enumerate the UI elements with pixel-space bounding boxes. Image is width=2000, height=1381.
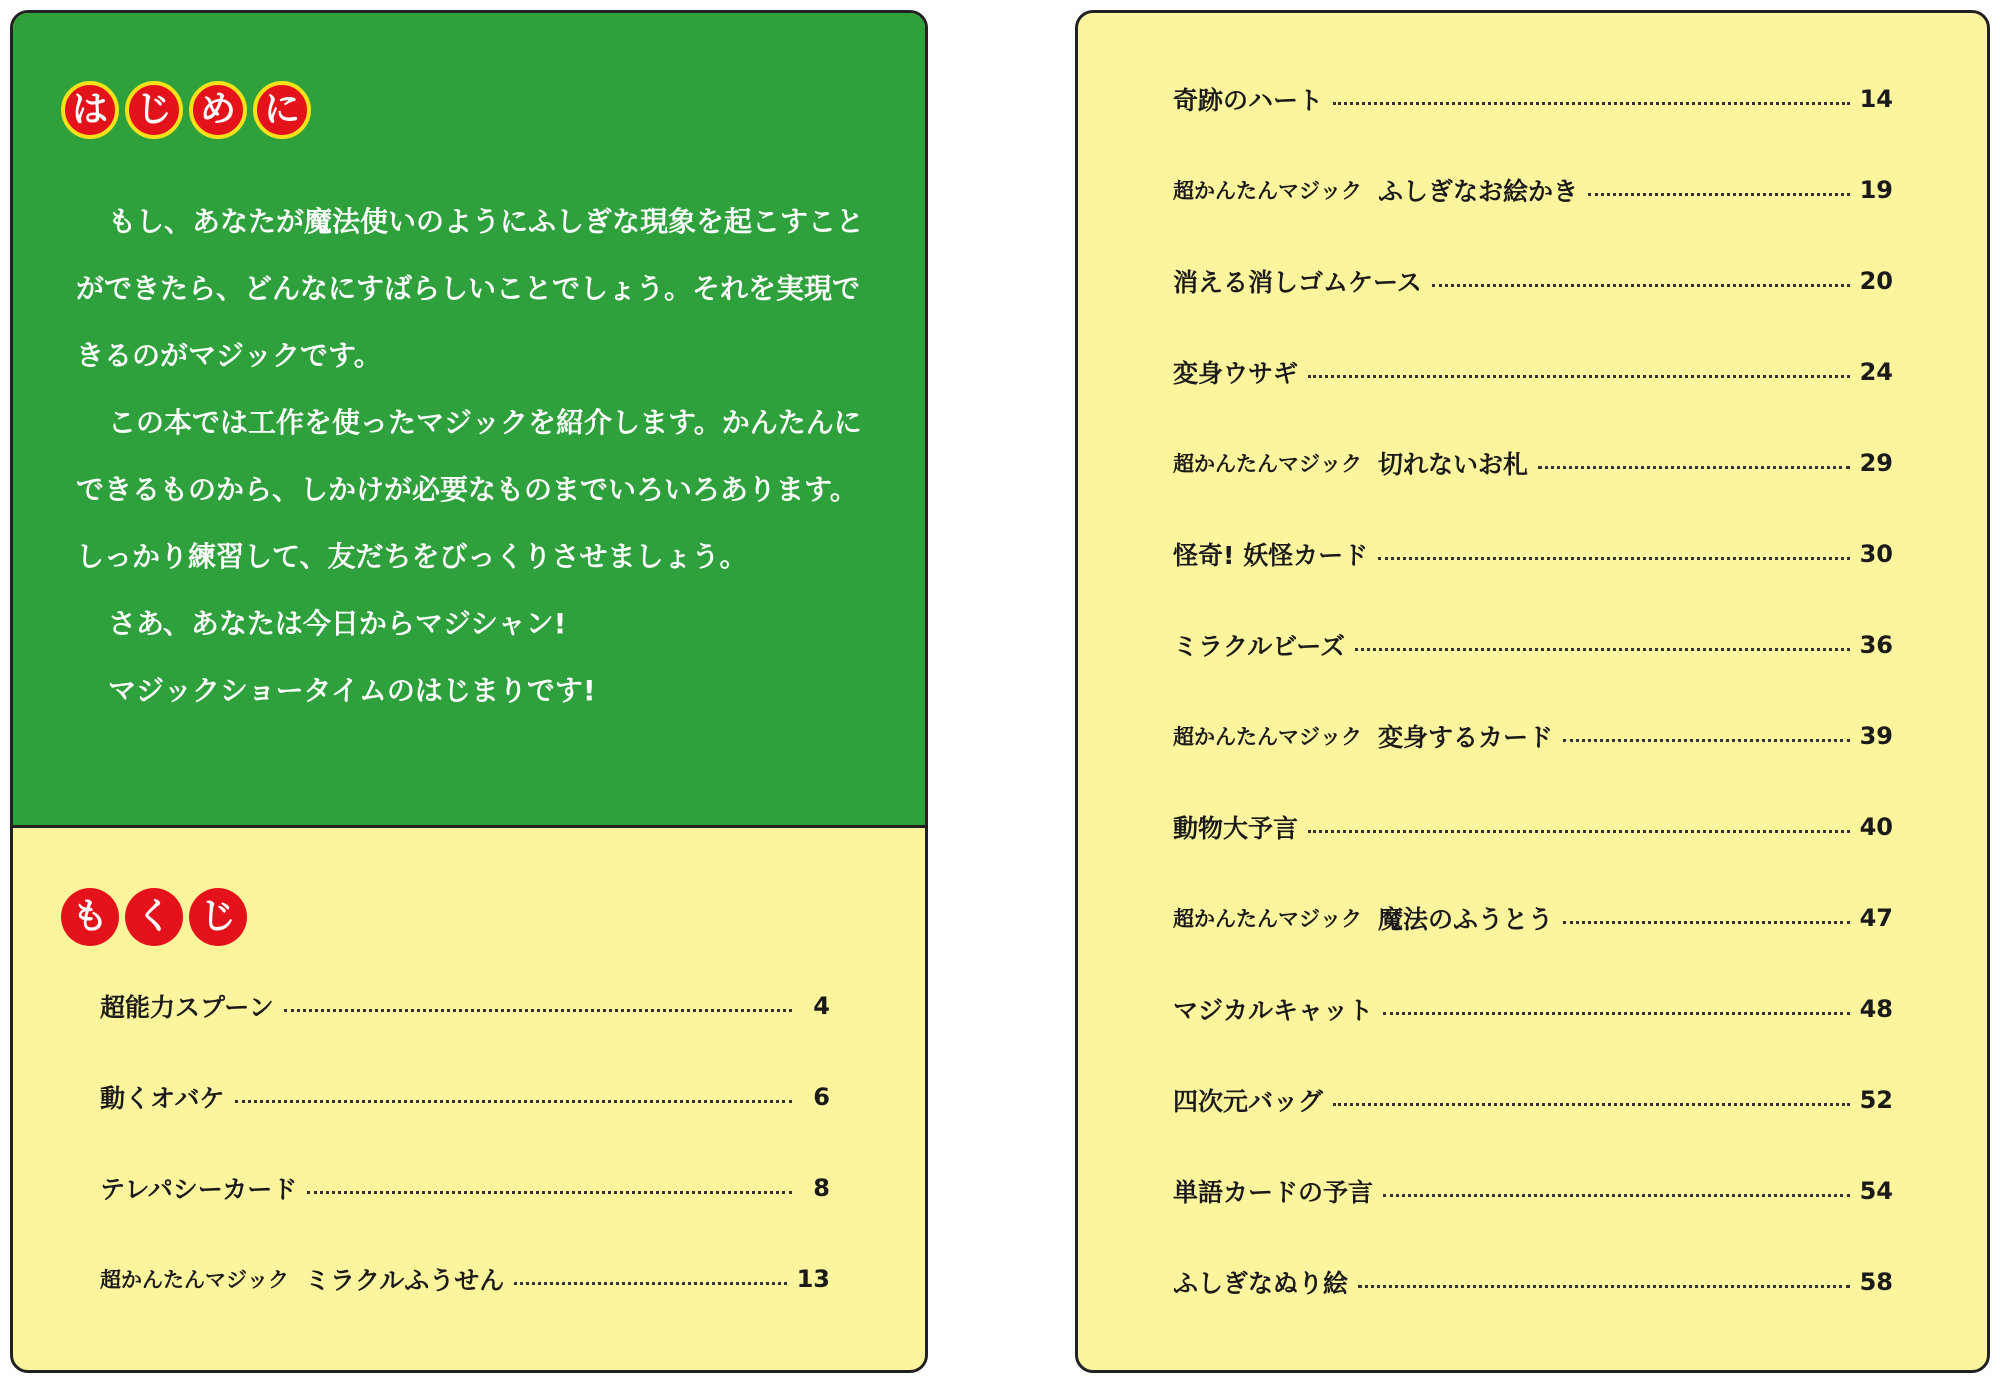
toc-entry-title: 消える消しゴムケース [1173,268,1422,297]
toc-entry-page: 39 [1859,722,1893,750]
toc-dot-leader [1378,557,1849,560]
toc-entry-title: 動物大予言 [1173,814,1299,843]
toc-entry[interactable] [1173,983,1893,1035]
toc-dot-leader [1383,1012,1850,1015]
toc-dot-leader [514,1282,786,1285]
toc-entry-title: 超能力スプーン [100,993,274,1022]
toc-dot-leader [235,1100,792,1103]
toc-entry-page: 52 [1859,1086,1893,1114]
toc-entry-title: ミラクルビーズ [1173,632,1346,661]
intro-line: きるのがマジックです。 [76,339,382,372]
toc-dot-leader [1308,830,1850,833]
toc-entry-page: 30 [1859,540,1893,568]
toc-entry[interactable] [1173,164,1893,216]
toc-entry-title: 四次元バッグ [1173,1087,1324,1116]
toc-dot-leader [307,1191,792,1194]
toc-entry-prefix: 超かんたんマジック [1173,452,1362,476]
toc-entry[interactable] [100,1162,830,1214]
toc-dot-leader [1538,466,1850,469]
toc-entry-title: 単語カードの予言 [1173,1178,1374,1207]
toc-dot-leader [1432,284,1850,287]
toc-entry-page: 8 [813,1174,830,1202]
toc-dot-leader [284,1009,792,1012]
toc-entry[interactable] [100,1071,830,1123]
intro-line: ができたら、どんなにすばらしいことでしょう。それを実現で [76,272,861,305]
intro-heading [61,81,311,139]
intro-line: さあ、あなたは今日からマジシャン! [108,607,567,640]
toc-entry-title: 動くオバケ [100,1084,225,1113]
toc-entry-title: マジカルキャット [1173,996,1374,1025]
toc-dot-leader [1383,1194,1850,1197]
toc-entry-title: 奇跡のハート [1173,86,1324,115]
toc-entry-page: 13 [796,1265,830,1293]
toc-entry-page: 54 [1859,1177,1893,1205]
toc-entry-page: 24 [1859,358,1893,386]
toc-entry-prefix: 超かんたんマジック [100,1268,289,1292]
toc-entry[interactable] [1173,528,1893,580]
toc-entry-title: テレパシーカード [100,1175,298,1204]
toc-entry[interactable] [1173,1074,1893,1126]
toc-entry[interactable] [1173,346,1893,398]
toc-entry[interactable] [100,980,830,1032]
toc-entry[interactable] [1173,437,1893,489]
toc-dot-leader [1333,1103,1850,1106]
intro-section [13,13,925,828]
intro-body [76,188,896,724]
toc-dot-leader [1563,739,1850,742]
toc-entry-page: 47 [1859,904,1893,932]
toc-entry-page: 29 [1859,449,1893,477]
toc-entry-prefix: 超かんたんマジック [1173,179,1362,203]
toc-entry-title: ふしぎなぬり絵 [1173,1269,1349,1298]
toc-dot-leader [1355,648,1850,651]
toc-heading [61,888,247,946]
toc-entry-title: 魔法のふうとう [1378,905,1554,934]
toc-entry[interactable] [100,1253,830,1305]
toc-entry-page: 36 [1859,631,1893,659]
heading-char-badge: め [189,81,247,139]
toc-entry-title: 切れないお札 [1378,450,1529,479]
heading-char-badge: く [125,888,183,946]
toc-entry[interactable] [1173,710,1893,762]
heading-char-badge: に [253,81,311,139]
intro-line: マジックショータイムのはじまりです! [108,674,596,707]
intro-line: この本では工作を使ったマジックを紹介します。かんたんに [108,406,862,439]
toc-entry-page: 58 [1859,1268,1893,1296]
toc-entry-page: 4 [813,992,830,1020]
toc-entry[interactable] [1173,801,1893,853]
heading-char-badge: も [61,888,119,946]
toc-entry[interactable] [1173,892,1893,944]
toc-entry[interactable] [1173,1256,1893,1308]
toc-dot-leader [1308,375,1850,378]
toc-entry[interactable] [1173,73,1893,125]
toc-dot-leader [1358,1285,1850,1288]
toc-entry-page: 40 [1859,813,1893,841]
intro-line: もし、あなたが魔法使いのようにふしぎな現象を起こすこと [108,205,865,238]
toc-entry-prefix: 超かんたんマジック [1173,907,1362,931]
toc-entry-page: 19 [1859,176,1893,204]
toc-entry-prefix: 超かんたんマジック [1173,725,1362,749]
heading-char-badge: は [61,81,119,139]
toc-entry-title: 怪奇! 妖怪カード [1173,541,1369,570]
toc-entry-title: ふしぎなお絵かき [1378,177,1579,206]
toc-entry[interactable] [1173,255,1893,307]
toc-entry[interactable] [1173,619,1893,671]
heading-char-badge: じ [125,81,183,139]
toc-entry-page: 48 [1859,995,1893,1023]
toc-dot-leader [1588,193,1850,196]
toc-entry-title: ミラクルふうせん [305,1266,505,1295]
toc-entry[interactable] [1173,1165,1893,1217]
toc-entry-page: 20 [1859,267,1893,295]
toc-entry-title: 変身ウサギ [1173,359,1299,388]
toc-dot-leader [1563,921,1850,924]
toc-dot-leader [1333,102,1850,105]
toc-entry-page: 6 [813,1083,830,1111]
toc-entry-page: 14 [1859,85,1893,113]
intro-line: できるものから、しかけが必要なものまでいろいろあります。 [76,473,858,506]
toc-entry-title: 変身するカード [1378,723,1554,752]
heading-char-badge: じ [189,888,247,946]
intro-line: しっかり練習して、友だちをびっくりさせましょう。 [76,540,748,573]
